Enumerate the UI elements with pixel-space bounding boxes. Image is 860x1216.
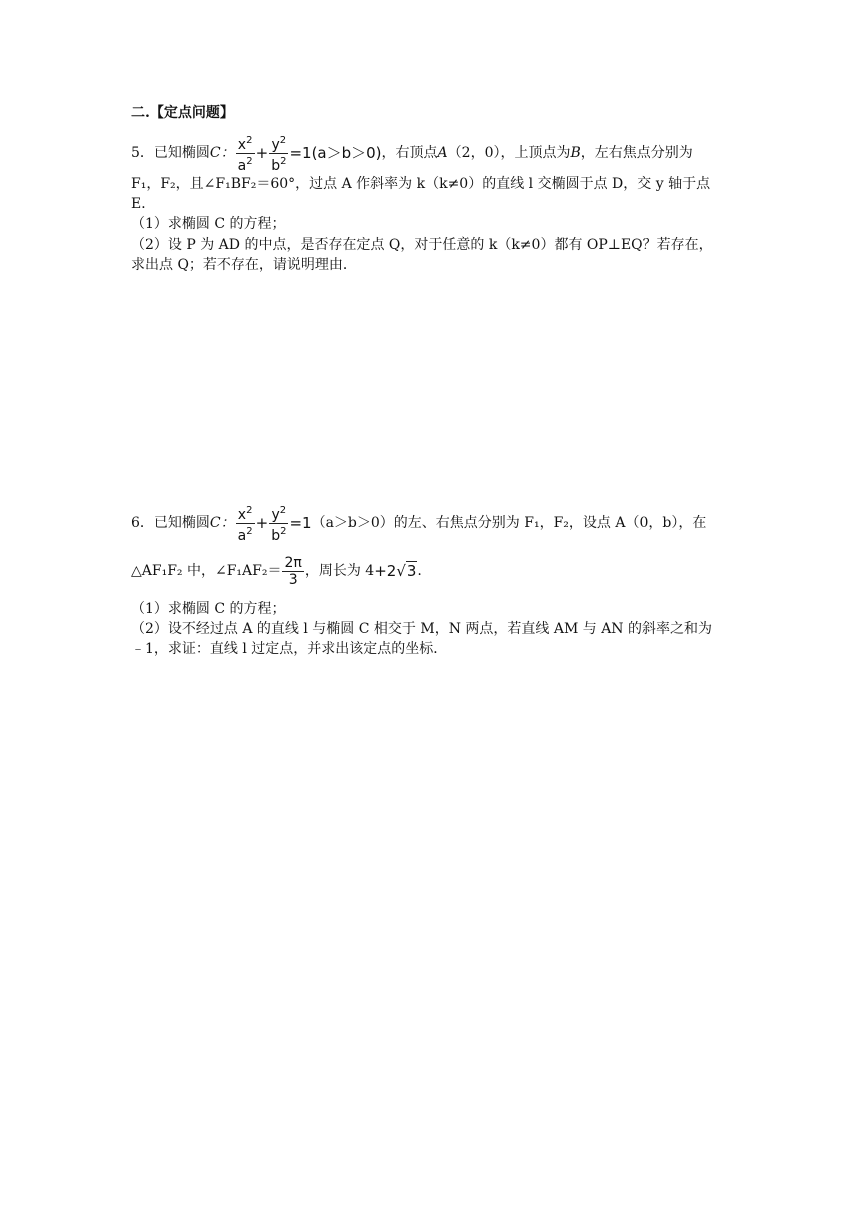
q5-part1: （1）求椭圆 C 的方程；	[131, 216, 286, 232]
q6-line2: △AF₁F₂ 中，∠F₁AF₂＝ $\frac{2\pi}{3}$ ，周长为 4 +2√3 .	[131, 554, 422, 588]
q6-number: 6．已知椭圆	[131, 515, 210, 531]
q6-angle-fraction: $\frac{2\pi}{3}$	[284, 554, 302, 588]
q6-fraction-y: $\frac{y^2}{b^2}$	[271, 504, 287, 544]
q5-part2-line2: 求出点 Q；若不存在，请说明理由．	[131, 257, 357, 273]
q6-perimeter-sqrt: +2√3	[374, 562, 417, 580]
q6-line1: 6．已知椭圆 C： $\frac{x^2}{a^2}$ + $\frac{y^2}{b^2}$ =1 （a＞b＞0）的左、右焦点分别为 F₁，F₂，设点 A（0，b），在	[131, 504, 707, 544]
q6-part2-line1: （2）设不经过点 A 的直线 l 与椭圆 C 相交于 M，N 两点，若直线 AM 与 AN 的斜率之和为	[131, 621, 712, 637]
q5-c-label: C：	[209, 145, 235, 161]
q5-equation-rhs: =1(a＞b＞0)	[289, 144, 382, 162]
q6-fraction-x: $\frac{x^2}{a^2}$	[237, 504, 253, 544]
q5-line3: E．	[131, 196, 156, 212]
q5-number: 5．已知椭圆	[131, 145, 210, 161]
q6-part2-line2: ﹣1，求证：直线 l 过定点，并求出该定点的坐标．	[131, 641, 448, 657]
q5-fraction-y: $\frac{y^2}{b^2}$	[271, 134, 287, 174]
q5-part2-line1: （2）设 P 为 AD 的中点，是否存在定点 Q，对于任意的 k（k≠0）都有 OP⊥EQ？若存在，	[131, 237, 713, 253]
q6-c-label: C：	[209, 515, 235, 531]
q5-line2: F₁，F₂，且∠F₁BF₂＝60°，过点 A 作斜率为 k（k≠0）的直线 l 交椭圆于点 D，交 y 轴于点	[131, 176, 711, 192]
q5-fraction-x: $\frac{x^2}{a^2}$	[237, 134, 253, 174]
section-heading: 二.【定点问题】	[131, 105, 234, 121]
q6-equation-rhs: =1	[289, 514, 312, 532]
q5-line1: 5．已知椭圆 C： $\frac{x^2}{a^2}$ + $\frac{y^2}{b^2}$ =1(a＞b＞0) ，右顶点 A （2，0），上顶点为 B ，左右焦点分别为	[131, 134, 693, 174]
q6-part1: （1）求椭圆 C 的方程；	[131, 601, 286, 617]
